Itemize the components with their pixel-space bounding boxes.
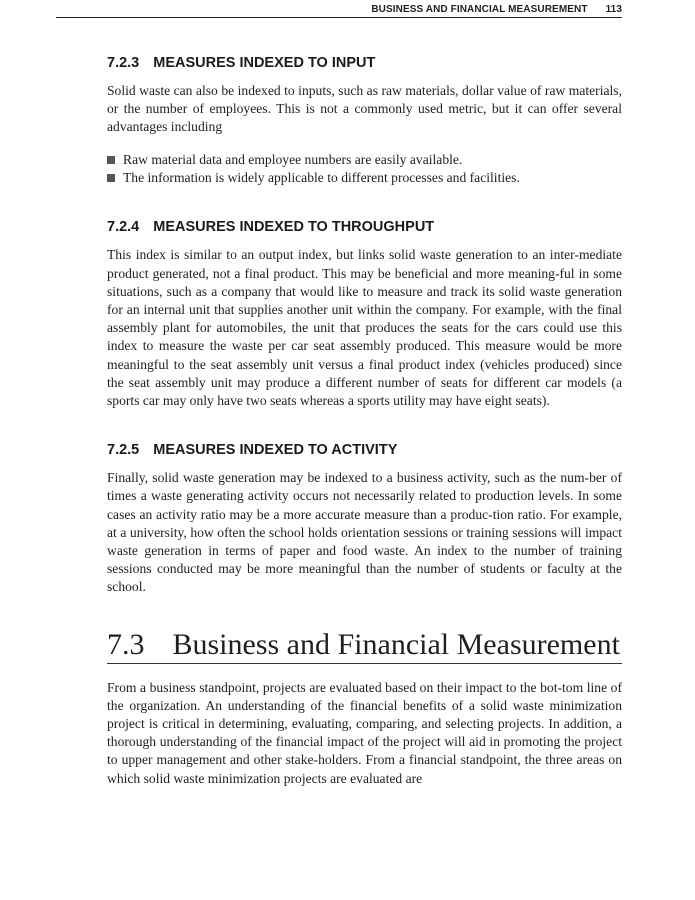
section-number: 7.2.3: [107, 55, 140, 71]
running-head-title: BUSINESS AND FINANCIAL MEASUREMENT: [371, 4, 588, 15]
section-heading: [107, 55, 622, 71]
paragraph: This index is similar to an output index, but links solid waste generation to an inter-mediate product generated, not a final product. This may be beneficial and more meaning-ful in some situations, such as a company that would like to measure and track its solid waste generation for an internal unit that supplies another unit within the company. For example, with the final assembly plant for automobiles, the unit that produces the seats for the cars could use this index to measure the waste per car seat assembly produced. This measure would be more meaningful to the seat assembly unit versus a final product index (vehicles produced) since the seat assembly unit may produce a different number of seats for different car models (a sports car may only have two seats whereas a sports utility may have eight seats).: [107, 247, 622, 409]
section-heading: [107, 219, 622, 235]
page-number: 113: [605, 4, 622, 15]
paragraph: From a business standpoint, projects are evaluated based on their impact to the bot-tom line of the organization. An understanding of the financial benefits of a solid waste minimization project is critical in determining, evaluating, comparing, and selecting projects. In addition, a thorough understanding of the financial impact of the project will aid in promoting the project to upper management and other stake-holders. From a financial standpoint, the three areas on which solid waste minimization projects are evaluated are: [107, 679, 622, 786]
section-title: MEASURES INDEXED TO ACTIVITY: [153, 442, 398, 459]
bullet-item: [107, 151, 622, 169]
section-heading: [107, 442, 622, 458]
bullet-list: [107, 151, 622, 188]
square-bullet-icon: [107, 156, 115, 164]
chapter-heading: [107, 627, 622, 664]
section-7-2-3: [107, 55, 622, 187]
paragraph: Solid waste can also be indexed to inputs, such as raw materials, dollar value of raw materials, or the number of employees. This is not a commonly used metric, but it can offer several advantages including: [107, 83, 622, 135]
section-title: MEASURES INDEXED TO INPUT: [153, 55, 376, 71]
bullet-text: Raw material data and employee numbers are easily available.: [123, 151, 463, 167]
page-content: [107, 55, 622, 788]
chapter-title: Business and Financial Measurement: [172, 627, 620, 661]
square-bullet-icon: [107, 174, 115, 182]
section-7-3: [107, 627, 622, 788]
chapter-number: 7.3: [107, 627, 145, 661]
section-7-2-5: [107, 442, 622, 596]
section-title: MEASURES INDEXED TO THROUGHPUT: [153, 219, 435, 236]
running-head: [56, 4, 622, 18]
section-7-2-4: [107, 219, 622, 410]
section-number: 7.2.4: [107, 219, 140, 236]
paragraph: Finally, solid waste generation may be indexed to a business activity, such as the num-ber of times a waste generating activity occurs not necessarily related to production levels. In some cases an activity ratio may be a more accurate measure than a produc-tion ratio. For example, at a university, how often the school holds orientation sessions or training sessions will impact waste generation in terms of paper and food waste. An index to the number of training sessions conducted may be more meaningful than the number of students or faculty at the school.: [107, 470, 622, 595]
bullet-item: [107, 169, 622, 187]
bullet-text: The information is widely applicable to different processes and facilities.: [123, 170, 520, 186]
section-number: 7.2.5: [107, 442, 140, 459]
